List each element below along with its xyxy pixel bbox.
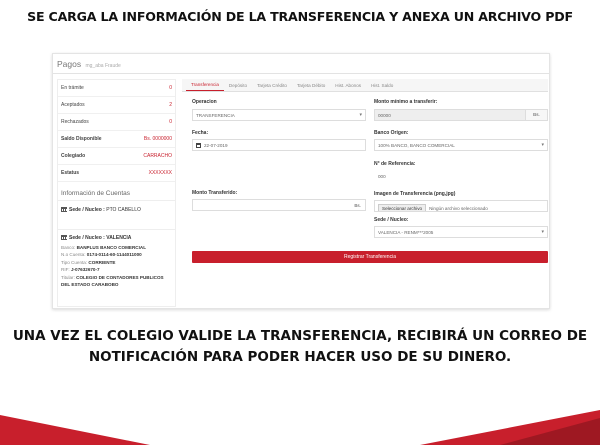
stat-label: Colegiado [61, 153, 86, 159]
decorative-stripe-right-dark [500, 418, 600, 445]
tab-hist-abonos[interactable]: Hist. Abonos [335, 83, 362, 88]
stat-value: 0 [169, 119, 172, 125]
tab-bar [182, 79, 548, 92]
sede-title [61, 235, 172, 243]
monto-minimo-value: 00000 [378, 113, 391, 118]
row-key: Banco: [61, 244, 76, 250]
row-key: N.o Cuenta: [61, 252, 86, 257]
stat-value: 0 [169, 85, 172, 91]
account-row-tipo [61, 259, 172, 267]
stat-saldo-disponible [58, 131, 175, 148]
decorative-stripe-left [0, 415, 150, 445]
monto-transferido-label: Monto Transferido: [192, 190, 238, 196]
chevron-down-icon: ▾ [359, 112, 362, 118]
caption-line-1: UNA VEZ EL COLEGIO VALIDE LA TRANSFERENCIA, RECIBIRÁ UN CORREO DE [12, 328, 588, 344]
page-subtitle: mg_aba Fraude [85, 63, 121, 69]
caption-line-2: NOTIFICACIÓN PARA PODER HACER USO DE SU DINERO. [88, 349, 512, 365]
row-key: Tipo Cuenta: [61, 259, 88, 265]
slide-heading: SE CARGA LA INFORMACIÓN DE LA TRANSFERENCIA Y ANEXA UN ARCHIVO PDF [27, 9, 573, 24]
main-panel [182, 79, 548, 307]
stat-en-tramite[interactable] [58, 80, 175, 97]
tab-tarjeta-credito[interactable]: Tarjeta Crédito [257, 83, 287, 88]
slide-caption [0, 326, 600, 368]
monto-minimo-label: Monto mínimo a transferir: [374, 99, 438, 105]
tab-hist-saldo[interactable]: Hist. Saldo [371, 83, 394, 88]
operacion-select[interactable] [192, 109, 366, 121]
bank-icon [61, 207, 67, 212]
stat-value: Bs. 0000000 [143, 136, 172, 142]
operacion-value: TRANSFERENCIA [196, 113, 235, 118]
row-value: CORRIENTE [88, 259, 116, 265]
stat-value: CARRACHO [143, 153, 172, 159]
sede-value: VALENCIA - RENM***2005 [378, 230, 434, 235]
banco-origen-value: 100% BANCO, BANCO COMERCIAL [378, 143, 455, 148]
chevron-down-icon: ▾ [541, 142, 544, 148]
tab-transferencia[interactable]: Transferencia [186, 82, 224, 91]
banco-origen-select[interactable] [374, 139, 548, 151]
fecha-value: 22-07-2019 [204, 143, 228, 148]
row-key: Titular: [61, 274, 75, 280]
sede-valencia [58, 230, 175, 294]
stat-rechazados[interactable] [58, 114, 175, 131]
sede-pto-cabello [58, 201, 175, 230]
sede-label: Sede / Nucleo : [69, 235, 105, 241]
stat-label: Rechazados [61, 119, 89, 125]
imagen-label: Imagen de Transferencia (png,jpg) [374, 191, 456, 197]
stat-colegiado [58, 148, 175, 165]
stat-estatus [58, 165, 175, 182]
row-value: 0174-0114-60-1144011000 [86, 252, 142, 257]
calendar-icon [196, 143, 201, 148]
sede-label: Sede / Nucleo: [374, 217, 409, 223]
app-header [53, 54, 549, 74]
row-value: BANPLUS BANCO COMERCIAL [76, 244, 147, 250]
row-key: RIF: [61, 267, 70, 272]
fecha-label: Fecha: [192, 130, 209, 136]
accounts-section-title: Información de Cuentas [58, 187, 175, 201]
chevron-down-icon: ▾ [541, 229, 544, 235]
tab-tarjeta-debito[interactable]: Tarjeta Débito [296, 83, 326, 88]
operacion-label: Operacion [192, 99, 217, 105]
file-status: Ningún archivo seleccionado [429, 206, 488, 211]
currency-suffix: Bs. [525, 109, 547, 121]
referencia-value: 000 [378, 174, 386, 179]
account-row-banco [61, 244, 172, 252]
referencia-input[interactable] [374, 170, 548, 182]
app-window [52, 53, 550, 309]
sede-value: VALENCIA [106, 235, 132, 241]
row-value: COLEGIO DE CONTADORES PUBLICOS DEL ESTADO CARABOBO [61, 274, 164, 287]
stat-label: Saldo Disponible [61, 136, 102, 142]
account-row-cuenta [61, 251, 172, 259]
stat-label: Aceptados [61, 102, 85, 108]
tab-deposito[interactable]: Depósito [228, 83, 248, 88]
sidebar [57, 79, 176, 307]
select-file-button[interactable]: Seleccionar archivo [378, 204, 426, 212]
stat-label: Estatus [61, 170, 80, 176]
stat-value: XXXXXXX [148, 170, 172, 176]
sede-value: PTO CABELLO [106, 207, 141, 213]
bank-icon [61, 235, 67, 240]
currency-suffix: Bs. [354, 203, 361, 208]
fecha-input[interactable] [192, 139, 366, 151]
account-row-rif [61, 266, 172, 274]
banco-origen-label: Banco Origen: [374, 130, 409, 136]
referencia-label: N° de Referencia: [374, 161, 416, 167]
register-transfer-button[interactable]: Registrar Transferencia [192, 251, 548, 263]
monto-minimo-field [374, 109, 548, 121]
stat-value: 2 [169, 102, 172, 108]
sede-label: Sede / Nucleo : [69, 207, 105, 213]
stat-label: En trámite [61, 85, 84, 91]
account-row-titular [61, 274, 172, 289]
sede-select[interactable] [374, 226, 548, 238]
page-title: Pagos [57, 59, 82, 69]
imagen-file-input[interactable] [374, 200, 548, 212]
stat-aceptados[interactable] [58, 97, 175, 114]
monto-transferido-input[interactable] [192, 199, 366, 211]
row-value: J-07632670-7 [70, 267, 100, 272]
